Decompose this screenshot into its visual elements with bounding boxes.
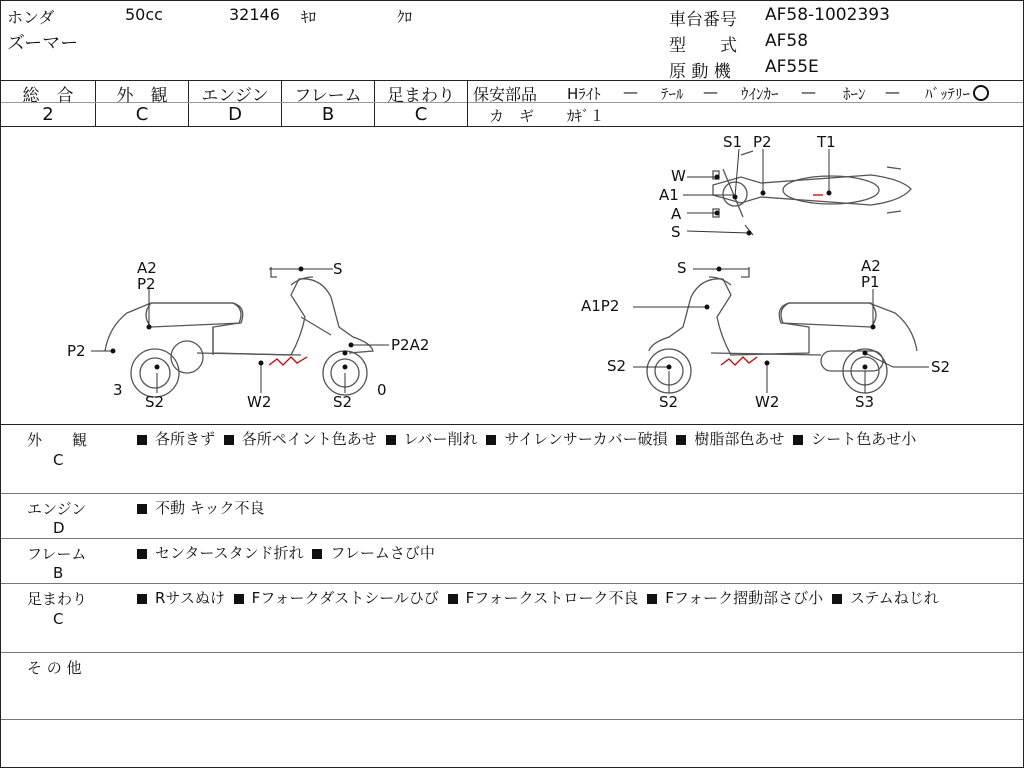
label-a2: A2: [861, 257, 881, 275]
note-item: 不動 キック不良: [137, 499, 264, 517]
model-name: ズーマー: [7, 33, 79, 54]
label-s: S: [671, 223, 681, 241]
note-items: [137, 428, 1007, 450]
type-label: 型 式: [669, 36, 737, 56]
scratch-mark-left: [269, 357, 307, 365]
divider: [1, 719, 1023, 720]
battery-ok-icon: [973, 85, 989, 101]
grade-value-suspension: C: [414, 104, 428, 125]
label-w: W: [671, 167, 686, 185]
note-items: [137, 497, 1007, 519]
type-value: AF58: [765, 31, 809, 51]
frame-no-label: 車台番号: [669, 10, 737, 30]
maker: ホンダ: [7, 8, 55, 27]
note-item: フレームさび中: [308, 544, 434, 562]
mileage-unit: ｷﾛ: [301, 8, 317, 26]
battery-label: ﾊﾞｯﾃﾘｰ: [925, 83, 989, 104]
divider: [1, 538, 1023, 539]
note-item: シート色あせ小: [789, 430, 916, 448]
grade-value-total: 2: [42, 104, 54, 125]
label-s2-front: S2: [607, 357, 627, 375]
grade-label-exterior: 外 観: [116, 86, 168, 106]
note-items: [137, 542, 1007, 564]
label-s2-bottom: S2: [659, 393, 679, 411]
note-label: エンジン: [27, 500, 87, 518]
frame-no: AF58-1002393: [765, 5, 890, 25]
grade-label-engine: エンジン: [201, 86, 269, 106]
label-s2: S2: [333, 393, 353, 411]
note-item: Fフォークストローク不良: [444, 589, 639, 607]
label-s3: S3: [855, 393, 875, 411]
safety-title: 保安部品: [473, 85, 538, 104]
divider: [1, 652, 1023, 653]
note-item: レバー削れ: [382, 430, 478, 448]
note-items: [137, 587, 1007, 609]
headlight-label: Hﾗｲﾄ: [567, 85, 601, 103]
note-item: 各所きず: [137, 430, 215, 448]
label-s2: S2: [145, 393, 165, 411]
label-t1: T1: [817, 133, 836, 151]
grade-value-frame: B: [321, 104, 335, 125]
scooter-top-view: [713, 151, 911, 235]
label-p2: P2: [753, 133, 772, 151]
note-item: 樹脂部色あせ: [672, 430, 784, 448]
note-item: Fフォークダストシールひび: [230, 589, 439, 607]
color: ｸﾛ: [397, 8, 413, 26]
grade-value-exterior: C: [135, 104, 149, 125]
note-label: そ の 他: [27, 659, 82, 677]
note-item: サイレンサーカバー破損: [482, 430, 667, 448]
label-s2-right: S2: [931, 358, 951, 376]
key-label: カ ギ: [489, 107, 535, 125]
label-w2: W2: [755, 393, 780, 411]
label-s1: S1: [723, 133, 743, 151]
grade-label-frame: フレーム: [294, 86, 362, 106]
note-grade: C: [53, 451, 64, 469]
note-label: 外 観: [27, 431, 88, 449]
horn-value: —: [885, 83, 900, 101]
horn-label: ﾎｰﾝ: [843, 85, 866, 103]
label-s: S: [677, 259, 687, 277]
grade-label-total: 総 合: [22, 86, 74, 106]
tail-label: ﾃｰﾙ: [661, 85, 684, 103]
label-p2a2: P2A2: [391, 336, 430, 354]
note-item: Rサスぬけ: [137, 589, 225, 607]
winker-label: ｳｲﾝｶｰ: [741, 85, 779, 103]
divider: [467, 80, 468, 126]
divider: [1, 424, 1023, 425]
label-three: 3: [113, 381, 123, 399]
grade-label-suspension: 足まわり: [387, 86, 455, 106]
note-label: フレーム: [27, 545, 87, 563]
note-item: Fフォーク摺動部さび小: [643, 589, 823, 607]
note-label: 足まわり: [27, 590, 88, 608]
label-zero: 0: [377, 381, 387, 399]
label-a1: A1: [659, 186, 679, 204]
label-a1p2: A1P2: [581, 297, 620, 315]
engine-value: AF55E: [765, 57, 819, 77]
headlight-value: —: [623, 83, 638, 101]
note-item: ステムねじれ: [828, 589, 939, 607]
displacement: 50cc: [125, 5, 163, 24]
engine-label: 原 動 機: [669, 62, 731, 82]
label-p2: P2: [137, 275, 156, 293]
label-w2: W2: [247, 393, 272, 411]
damage-points: [111, 175, 876, 370]
label-s: S: [333, 260, 343, 278]
divider: [1, 583, 1023, 584]
mileage: 32146: [229, 5, 280, 24]
damage-diagram: [1, 127, 1023, 425]
note-item: 各所ペイント色あせ: [220, 430, 377, 448]
divider: [1, 493, 1023, 494]
grade-value-engine: D: [228, 104, 242, 125]
tail-value: —: [703, 83, 718, 101]
note-grade: C: [53, 610, 64, 628]
key-value: ｶｷﾞ１: [567, 107, 605, 125]
label-a2: A2: [137, 259, 157, 277]
label-a: A: [671, 205, 682, 223]
label-p1: P1: [861, 273, 880, 291]
note-grade: D: [53, 519, 65, 537]
label-p2-rear: P2: [67, 342, 86, 360]
winker-value: —: [801, 83, 816, 101]
scratch-mark-right: [721, 357, 757, 365]
note-item: センタースタンド折れ: [137, 544, 304, 562]
note-grade: B: [53, 564, 64, 582]
